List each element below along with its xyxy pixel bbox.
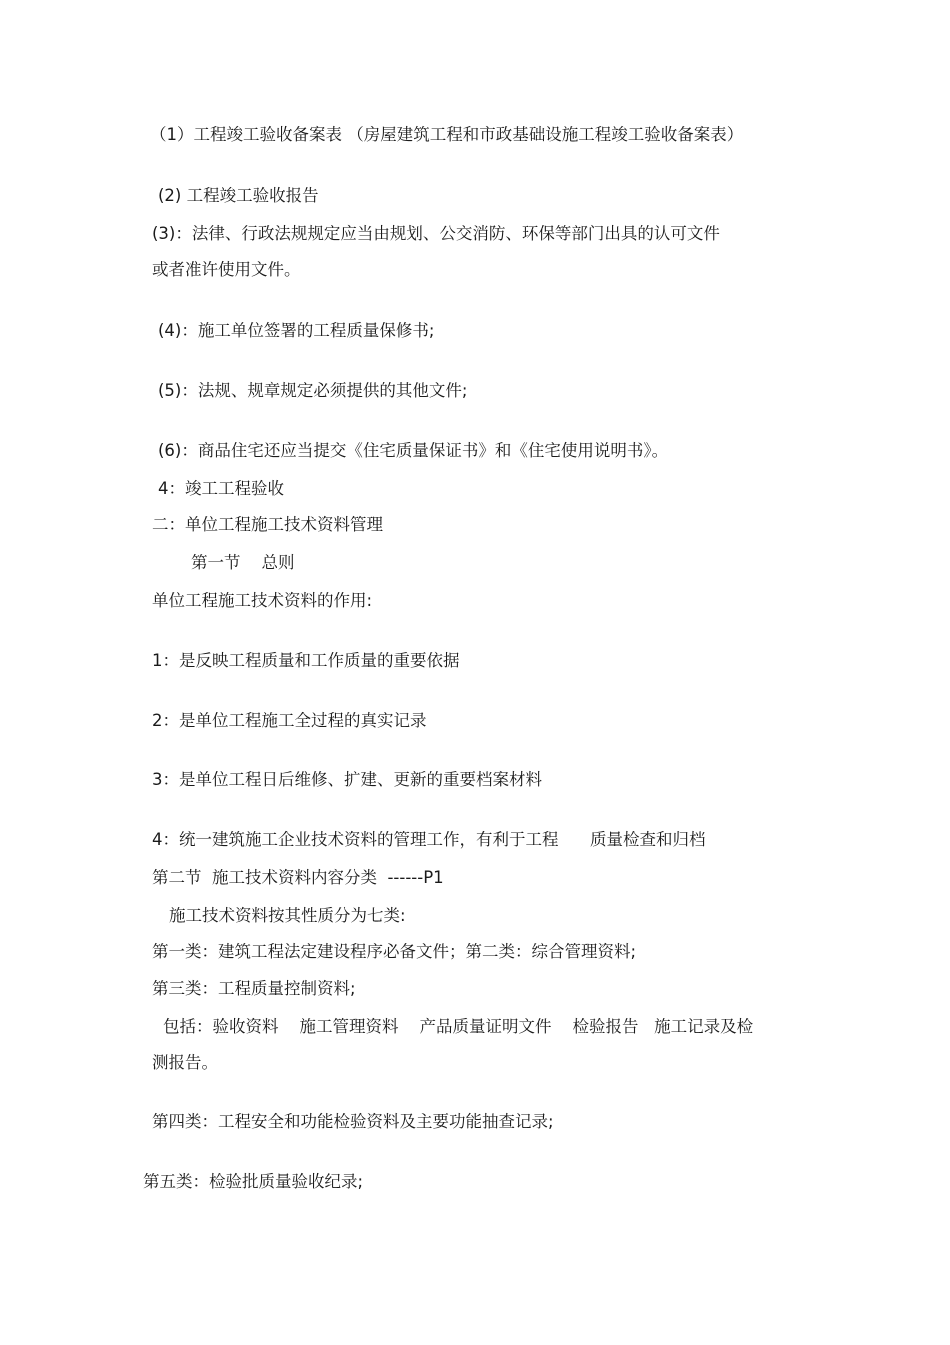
section-heading: 第二节 施工技术资料内容分类 ------P1 xyxy=(152,868,444,887)
text-line: (2) 工程竣工验收报告 xyxy=(158,186,319,205)
text-line: 测报告。 xyxy=(152,1053,218,1072)
text-line: 1：是反映工程质量和工作质量的重要依据 xyxy=(152,651,460,670)
text-line: 3：是单位工程日后维修、扩建、更新的重要档案材料 xyxy=(152,770,542,789)
text-line: (3)：法律、行政法规规定应当由规划、公交消防、环保等部门出具的认可文件 xyxy=(152,224,720,243)
section-heading: 第一节 总则 xyxy=(191,553,295,572)
text-line: (6)：商品住宅还应当提交《住宅质量保证书》和《住宅使用说明书》。 xyxy=(158,441,669,460)
text-line: 第五类：检验批质量验收纪录; xyxy=(143,1172,364,1191)
text-line: 或者准许使用文件。 xyxy=(152,260,301,279)
text-line: (4)：施工单位签署的工程质量保修书; xyxy=(158,321,435,340)
text-line: （1）工程竣工验收备案表 （房屋建筑工程和市政基础设施工程竣工验收备案表） xyxy=(150,125,744,144)
text-line: 4：竣工工程验收 xyxy=(158,479,284,498)
text-line: 包括：验收资料 施工管理资料 产品质量证明文件 检验报告 施工记录及检 xyxy=(163,1017,754,1036)
text-line: 2：是单位工程施工全过程的真实记录 xyxy=(152,711,427,730)
section-heading: 二：单位工程施工技术资料管理 xyxy=(152,515,383,534)
text-line: 第一类：建筑工程法定建设程序必备文件；第二类：综合管理资料; xyxy=(152,942,637,961)
text-line: 施工技术资料按其性质分为七类: xyxy=(169,906,406,925)
text-line: (5)：法规、规章规定必须提供的其他文件; xyxy=(158,381,468,400)
text-line: 第三类：工程质量控制资料; xyxy=(152,979,356,998)
text-line: 单位工程施工技术资料的作用: xyxy=(152,591,373,610)
text-line: 4：统一建筑施工企业技术资料的管理工作，有利于工程 质量检查和归档 xyxy=(152,830,706,849)
text-line: 第四类：工程安全和功能检验资料及主要功能抽查记录; xyxy=(152,1112,554,1131)
